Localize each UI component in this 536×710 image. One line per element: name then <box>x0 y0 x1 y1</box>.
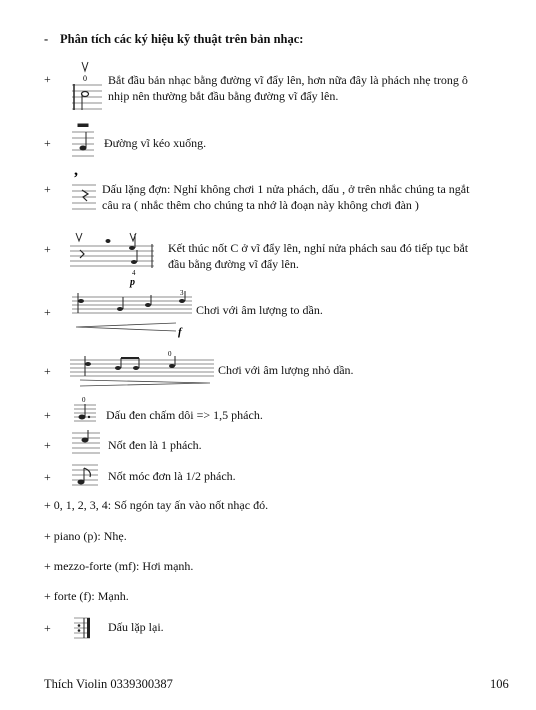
item-marker: + <box>44 305 51 319</box>
item-marker: + <box>44 364 51 378</box>
item-text-line1: + 0, 1, 2, 3, 4: Số ngón tay ấn vào nốt nhạc đó. <box>44 498 269 512</box>
crescendo-symbol-icon <box>72 289 194 341</box>
heading-bullet: - <box>44 32 49 46</box>
section-heading <box>44 32 303 47</box>
item-text-line1: + mezzo-forte (mf): Hơi mạnh. <box>44 559 194 573</box>
downbow-symbol-icon <box>72 124 98 162</box>
dynamic-label: f <box>178 326 182 338</box>
fingering-label: 0 <box>82 396 86 404</box>
item-marker: + <box>44 72 51 86</box>
item-text-line1: + forte (f): Mạnh. <box>44 589 129 603</box>
item-text-line1: Bắt đầu bản nhạc bằng đường vĩ đẩy lên, hơn nữa đây là phách nhẹ trong ô <box>108 73 468 87</box>
item-text-line1: Chơi với âm lượng nhỏ dần. <box>218 363 354 377</box>
item-marker: + <box>44 621 51 635</box>
breath-mark-label: , <box>74 162 78 179</box>
item-text-line1: Kết thúc nốt C ở vĩ đẩy lên, nghỉ nửa phách sau đó tiếp tục bắt <box>168 241 469 255</box>
item-marker: + <box>44 470 51 484</box>
item-marker: + <box>44 182 51 196</box>
item-marker: + <box>44 136 51 150</box>
item-text-line1: Nốt đen là 1 phách. <box>108 438 202 452</box>
item-text-line1: Nốt móc đơn là 1/2 phách. <box>108 469 236 483</box>
repeat-sign-symbol-icon <box>74 612 94 646</box>
page-number: 106 <box>490 677 509 691</box>
item-text-line2: nhịp nên thường bắt đầu bằng đường vĩ đẩy lên. <box>108 89 339 103</box>
item-text-line1: Đường vĩ kéo xuống. <box>104 136 207 150</box>
heading-title: Phân tích các ký hiệu kỹ thuật trên bản nhạc: <box>60 32 304 46</box>
item-text-line1: + piano (p): Nhẹ. <box>44 529 127 543</box>
dynamic-label: p <box>130 277 135 288</box>
quarter-note-symbol-icon <box>72 430 102 458</box>
fingering-label: 3 <box>180 289 184 297</box>
eighth-note-symbol-icon <box>72 460 100 490</box>
item-text-line1: Dấu lặng đợn: Nghỉ không chơi 1 nửa phách, dấu , ở trên nhắc chúng ta ngắt <box>102 182 470 196</box>
footer-contact: Thích Violin 0339300387 <box>44 677 173 691</box>
item-marker: + <box>44 408 51 422</box>
item-text-line1: Dấu đen chấm dôi => 1,5 phách. <box>106 408 263 422</box>
item-text-line1: Chơi với âm lượng to dần. <box>196 303 323 317</box>
item-text-line1: Dấu lặp lại. <box>108 620 164 634</box>
upbow-half-note-symbol-icon <box>72 60 106 116</box>
item-marker: + <box>44 438 51 452</box>
fingering-label: 4 <box>132 269 136 277</box>
fingering-label: 0 <box>83 74 87 83</box>
item-text-line2: câu ra ( nhắc thêm cho chúng ta nhớ là đoạn này không chơi đàn ) <box>102 198 419 212</box>
decrescendo-symbol-icon <box>70 352 218 392</box>
dotted-quarter-note-symbol-icon <box>74 396 100 428</box>
item-marker: + <box>44 242 51 256</box>
item-text-line2: đầu bằng đường vĩ đẩy lên. <box>168 257 299 271</box>
breath-mark-symbol-icon <box>72 163 100 215</box>
fingering-label: 0 <box>168 350 172 358</box>
phrase-ending-symbol-icon <box>70 230 156 290</box>
